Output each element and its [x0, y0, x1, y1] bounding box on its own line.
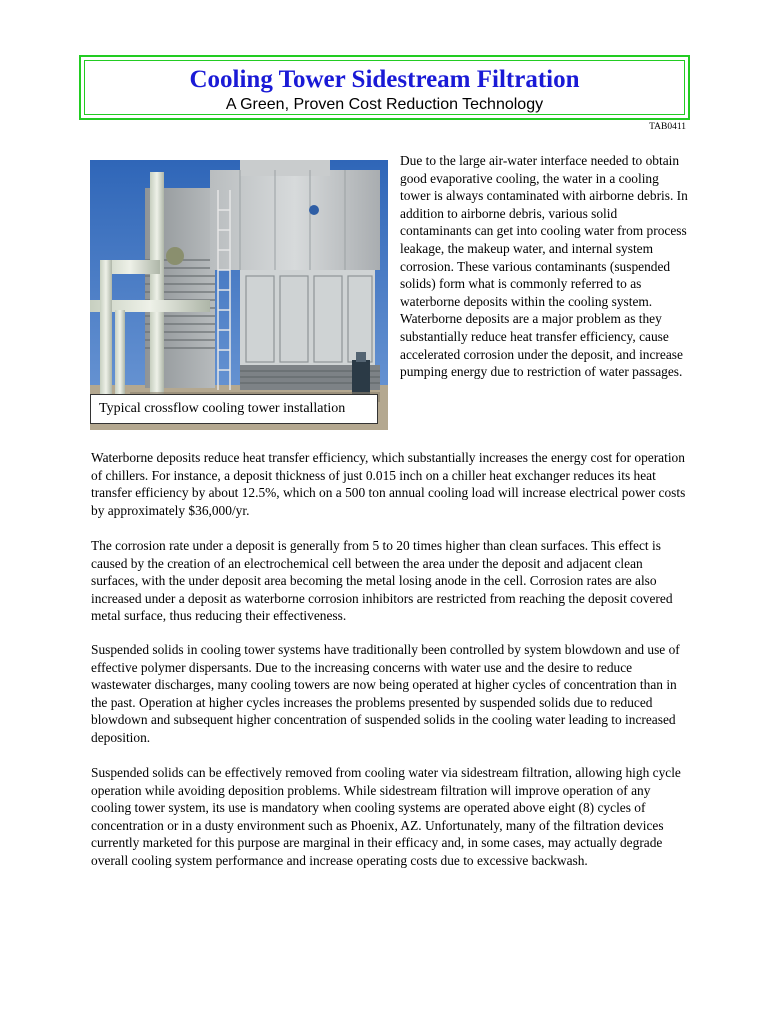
- document-code: TAB0411: [649, 122, 686, 132]
- figure-caption: Typical crossflow cooling tower installation: [90, 394, 378, 424]
- page-title: Cooling Tower Sidestream Filtration: [189, 66, 580, 93]
- paragraph-corrosion: The corrosion rate under a deposit is generally from 5 to 20 times higher than clean surfaces. This effect is caused by the creation of an electrochemical cell between the area under the deposit and adjacent clean surfaces, with the under deposit area becoming the metal losing anode in the cell. Corrosion rates are also increased under a deposit as waterborne corrosion inhibitors are restricted from reaching the deposit covered metal surface, thus reducing their effectiveness.: [91, 538, 673, 624]
- title-inner-frame: [84, 60, 685, 115]
- intro-paragraph: Due to the large air-water interface needed to obtain good evaporative cooling, the water in a cooling tower is always contaminated with airborne debris. In addition to airborne debris, various solid contaminants can get into cooling water from process leakage, the makeup water, and internal system corrosion. These various contaminants (suspended solids) form what is commonly referred to as waterborne deposits within the cooling system. Waterborne deposits are a major problem as they substantially reduce heat transfer efficiency, cause accelerated corrosion under the deposit, and increase pumping energy due to restriction of water passages.: [400, 153, 688, 380]
- paragraph-sidestream-filtration: Suspended solids can be effectively removed from cooling water via sidestream filtration, allowing high cycle operation while avoiding deposition problems. While sidestream filtration will improve operation of any cooling tower system, its use is mandatory when cooling systems are operated above eight (8) cycles of concentration or in a dusty environment such as Phoenix, AZ. Unfortunately, many of the filtration devices currently marketed for this purpose are marginal in their efficacy and, in some cases, may actually degrade overall cooling system performance and increase operating costs due to excessive backwash.: [91, 765, 681, 868]
- paragraph-suspended-solids: Suspended solids in cooling tower systems have traditionally been controlled by system blowdown and use of effective polymer dispersants. Due to the increasing concerns with water use and the desire to reduce wastewater discharges, many cooling towers are now being operated at higher cycles of concentration than in the past. Operation at higher cycles increases the problems presented by suspended solids due to reduced blowdown and subsequent higher concentration of suspended solids in the cooling water leading to increased deposition.: [91, 642, 680, 745]
- paragraph-heat-transfer: Waterborne deposits reduce heat transfer efficiency, which substantially increases the energy cost for operation of chillers. For instance, a deposit thickness of just 0.015 inch on a chiller heat exchanger reduces its heat transfer efficiency by about 12.5%, which on a 500 ton annual cooling load will increase electrical power costs by approximately $36,000/yr.: [91, 450, 686, 518]
- page-subtitle: A Green, Proven Cost Reduction Technology: [225, 96, 544, 113]
- cooling-tower-photo: [90, 160, 388, 430]
- title-box: [79, 55, 690, 120]
